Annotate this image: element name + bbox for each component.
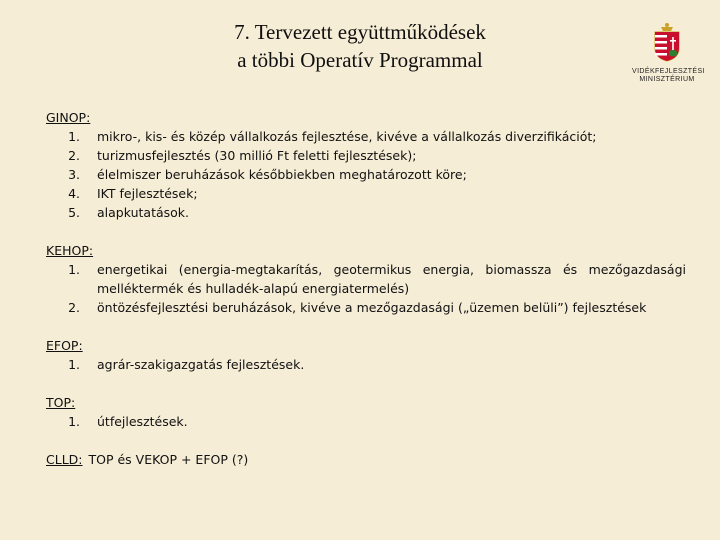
item-text: alapkutatások. xyxy=(97,205,189,220)
list-item xyxy=(46,127,686,146)
section-top xyxy=(46,393,686,431)
content-body xyxy=(46,108,686,469)
slide-title xyxy=(180,18,540,74)
item-number: 1. xyxy=(68,262,80,277)
list-item xyxy=(46,260,686,298)
item-number: 2. xyxy=(68,148,80,163)
section-kehop xyxy=(46,241,686,317)
item-text: IKT fejlesztések; xyxy=(97,186,198,201)
section-ginop xyxy=(46,108,686,222)
item-number: 4. xyxy=(68,186,80,201)
list-item xyxy=(46,298,686,317)
item-number: 2. xyxy=(68,300,80,315)
item-text: útfejlesztések. xyxy=(97,414,188,429)
item-number: 1. xyxy=(68,357,80,372)
list-item xyxy=(46,184,686,203)
section-title: EFOP: xyxy=(46,338,83,353)
title-line-1: 7. Tervezett együttműködések xyxy=(234,20,486,44)
coat-of-arms-icon xyxy=(652,22,682,62)
logo-text-line-2: MINISZTÉRIUM xyxy=(639,76,695,83)
section-clld xyxy=(46,450,686,469)
item-text: élelmiszer beruházások későbbiekben meghatározott köre; xyxy=(97,167,467,182)
section-title: GINOP: xyxy=(46,110,91,125)
logo-text-line-1: VIDÉKFEJLESZTÉSI xyxy=(632,68,705,75)
ministry-logo xyxy=(632,22,705,84)
item-text: turizmusfejlesztés (30 millió Ft feletti fejlesztések); xyxy=(97,148,417,163)
item-text: agrár-szakigazgatás fejlesztések. xyxy=(97,357,305,372)
item-text: mikro-, kis- és közép vállalkozás fejlesztése, kivéve a vállalkozás diverzifikációt; xyxy=(97,129,597,144)
title-line-2: a többi Operatív Programmal xyxy=(237,48,483,72)
section-efop xyxy=(46,336,686,374)
item-number: 1. xyxy=(68,129,80,144)
list-item xyxy=(46,412,686,431)
section-title: CLLD: xyxy=(46,452,83,467)
list-item xyxy=(46,203,686,222)
clld-text: TOP és VEKOP + EFOP (?) xyxy=(88,452,249,467)
list-item xyxy=(46,355,686,374)
item-number: 5. xyxy=(68,205,80,220)
section-title: TOP: xyxy=(46,395,76,410)
list-item xyxy=(46,165,686,184)
list-item xyxy=(46,146,686,165)
section-title: KEHOP: xyxy=(46,243,94,258)
item-number: 3. xyxy=(68,167,80,182)
item-text: energetikai (energia-megtakarítás, geotermikus energia, biomassza és mezőgazdasági melléktermék és hulladék-alapú energiatermelés) xyxy=(97,262,686,296)
item-number: 1. xyxy=(68,414,80,429)
item-text: öntözésfejlesztési beruházások, kivéve a mezőgazdasági („üzemen belüli”) fejlesztések xyxy=(97,300,647,315)
